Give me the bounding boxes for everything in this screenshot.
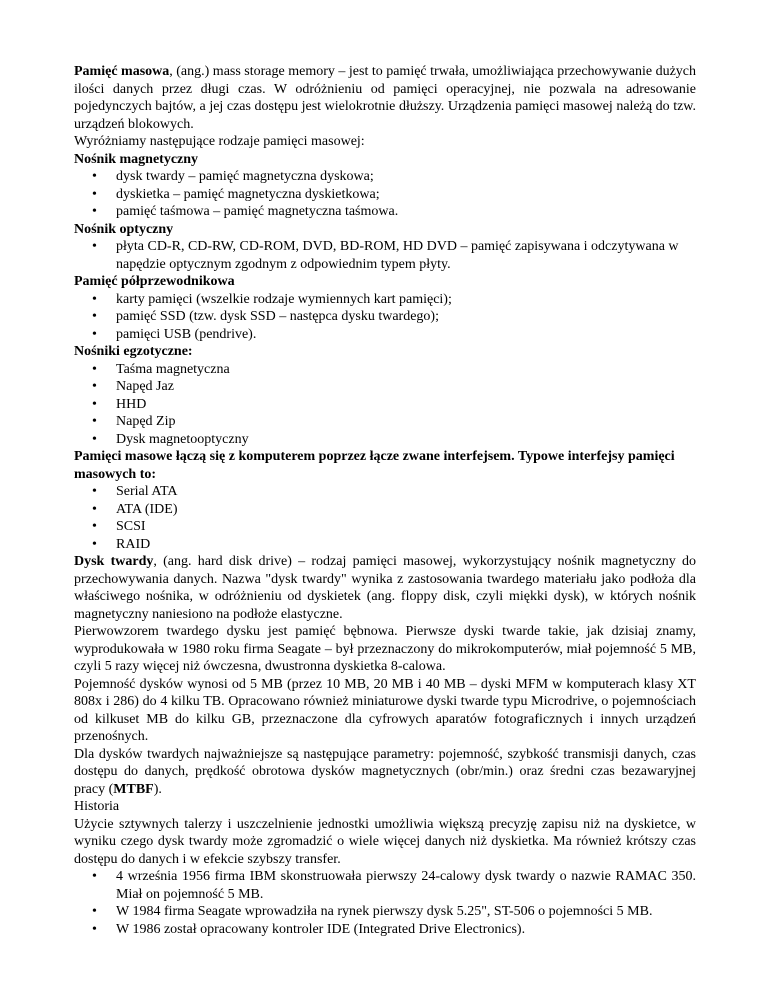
params-mtbf: MTBF bbox=[113, 781, 154, 797]
magnetic-heading: Nośnik magnetyczny bbox=[74, 151, 199, 167]
list-item: • dyskietka – pamięć magnetyczna dyskietkowa; bbox=[74, 186, 696, 204]
params-paragraph bbox=[74, 746, 696, 799]
list-item: • 4 września 1956 firma IBM skonstruowała pierwszy 24-calowy dysk twardy o nazwie RAMAC 350. Miał on pojemność 5 MB. bbox=[74, 868, 696, 903]
list-item: • HHD bbox=[74, 396, 696, 414]
capacity-paragraph: Pojemność dysków wynosi od 5 MB (przez 10 MB, 20 MB i 40 MB – dyski MFM w komputerach klasy XT 808x i 286) do 4 kilku TB. Opracowano również miniaturowe dyski twarde typu Microdrive, o pojemnościach od kilkuset MB do kilku GB, przeznaczone dla cyfrowych aparatów fotograficznych i innych urządzeń przenośnych. bbox=[74, 676, 696, 744]
history-list bbox=[74, 868, 696, 938]
hdd-term: Dysk twardy bbox=[74, 554, 154, 569]
params-text: Dla dysków twardych najważniejsze są następujące parametry: pojemność, szybkość transmisji danych, czas dostępu do danych, prędkość obrotowa dysków magnetycznych (obr/min.) oraz średni czas bezawaryjnej pracy ( bbox=[74, 746, 696, 797]
list-item: • W 1986 został opracowany kontroler IDE (Integrated Drive Electronics). bbox=[74, 921, 696, 939]
list-item: • Dysk magnetooptyczny bbox=[74, 431, 696, 449]
optical-heading: Nośnik optyczny bbox=[74, 221, 174, 237]
intro-term: Pamięć masowa bbox=[74, 64, 170, 79]
list-item: • Napęd Jaz bbox=[74, 378, 696, 396]
list-item: • W 1984 firma Seagate wprowadziła na rynek pierwszy dysk 5.25", ST-506 o pojemności 5 MB. bbox=[74, 903, 696, 921]
hdd-paragraph bbox=[74, 553, 696, 623]
exotic-heading: Nośniki egzotyczne: bbox=[74, 344, 193, 359]
list-item: • Napęd Zip bbox=[74, 413, 696, 431]
interfaces-heading: Pamięci masowe łączą się z komputerem poprzez łącze zwane interfejsem. Typowe interfejsy pamięci masowych to: bbox=[74, 449, 675, 482]
history-heading: Historia bbox=[74, 799, 120, 814]
exotic-list bbox=[74, 361, 696, 449]
magnetic-list bbox=[74, 168, 696, 221]
predecessor-paragraph: Pierwowzorem twardego dysku jest pamięć bębnowa. Pierwsze dyski twarde takie, jak dzisiaj znamy, wyprodukowała w 1980 roku firma Seagate – był przeznaczony do mikrokomputerów, miał pojemność 5 MB, czyli 5 razy więcej niż ówczesna, dwustronna dyskietka 8-calowa. bbox=[74, 624, 696, 674]
list-item: • Taśma magnetyczna bbox=[74, 361, 696, 379]
list-item: • dysk twardy – pamięć magnetyczna dyskowa; bbox=[74, 168, 696, 186]
list-item: • pamięć SSD (tzw. dysk SSD – następca dysku twardego); bbox=[74, 308, 696, 326]
hdd-text: , (ang. hard disk drive) – rodzaj pamięci masowej, wykorzystujący nośnik magnetyczny do przechowywania danych. Nazwa "dysk twardy" wynika z zastosowania twardego materiału jako podłoża dla właściwego nośnika, w odróżnieniu od dyskietek (ang. floppy disk, czyli miękki dysk), w których nośnik magnetyczny naniesiono na podłoże elastyczne. bbox=[74, 554, 697, 622]
params-end: ). bbox=[153, 781, 162, 797]
list-item: • Serial ATA bbox=[74, 483, 696, 501]
intro-paragraph bbox=[74, 63, 696, 133]
list-item: • pamięci USB (pendrive). bbox=[74, 326, 696, 344]
list-item: • ATA (IDE) bbox=[74, 501, 696, 519]
types-intro: Wyróżniamy następujące rodzaje pamięci masowej: bbox=[74, 134, 365, 149]
list-item: • płyta CD-R, CD-RW, CD-ROM, DVD, BD-ROM, HD DVD – pamięć zapisywana i odczytywana w napędzie optycznym zgodnym z odpowiednim typem płyty. bbox=[74, 238, 696, 273]
list-item: • pamięć taśmowa – pamięć magnetyczna taśmowa. bbox=[74, 203, 696, 221]
list-item: • SCSI bbox=[74, 518, 696, 536]
list-item: • karty pamięci (wszelkie rodzaje wymiennych kart pamięci); bbox=[74, 291, 696, 309]
interfaces-list bbox=[74, 483, 696, 553]
history-paragraph: Użycie sztywnych talerzy i uszczelnienie jednostki umożliwia większą precyzję zapisu niż na dyskietce, w wyniku czego dysk twardy może zgromadzić o wiele więcej danych niż dyskietka. Ma również krótszy czas dostępu do danych i w efekcie szybszy transfer. bbox=[74, 816, 696, 867]
optical-list bbox=[74, 238, 696, 273]
semiconductor-list bbox=[74, 291, 696, 344]
list-item: • RAID bbox=[74, 536, 696, 554]
intro-text: , (ang.) mass storage memory – jest to pamięć trwała, umożliwiająca przechowywanie dużych ilości danych przez długi czas. W odróżnieniu od pamięci operacyjnej, nie pozwala na adresowanie pojedynczych bajtów, a jej czas dostępu jest wielokrotnie dłuższy. Urządzenia pamięci masowej należą do tzw. urządzeń blokowych. bbox=[74, 64, 697, 132]
semiconductor-heading: Pamięć półprzewodnikowa bbox=[74, 274, 235, 289]
